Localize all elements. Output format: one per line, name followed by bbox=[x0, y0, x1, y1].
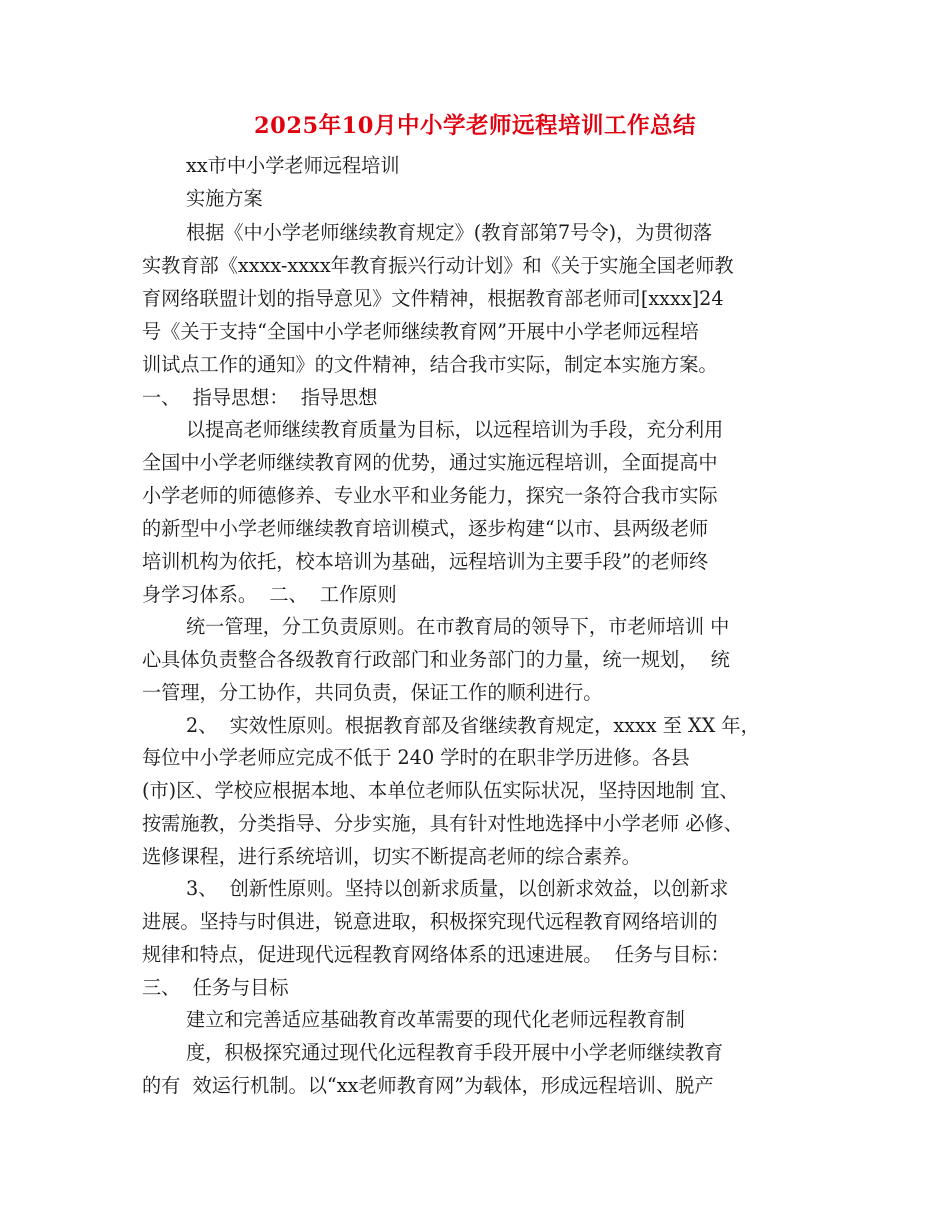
text-line: 2、 实效性原则。根据教育部及省继续教育规定，xxxx 至 XX 年， bbox=[186, 714, 760, 737]
section-heading: 一、 指导思想： 指导思想 bbox=[142, 386, 378, 409]
text-line: 按需施教，分类指导、分步实施，具有针对性地选择中小学老师 必修、 bbox=[142, 812, 743, 835]
text-line: 以提高老师继续教育质量为目标，以远程培训为手段，充分利用 bbox=[186, 418, 724, 441]
text-line: 统一管理，分工负责原则。在市教育局的领导下，市老师培训 中 bbox=[186, 615, 730, 638]
text-line: 心具体负责整合各级教育行政部门和业务部门的力量，统一规划， 统 bbox=[142, 648, 730, 671]
text-line: 号《关于支持“全国中小学老师继续教育网”开展中小学老师远程培 bbox=[142, 320, 699, 343]
text-line: 全国中小学老师继续教育网的优势，通过实施远程培训，全面提高中 bbox=[142, 451, 718, 474]
text-line: (市)区、学校应根据本地、本单位老师队伍实际状况，坚持因地制 宜、 bbox=[142, 779, 739, 802]
text-line: 度，积极探究通过现代化远程教育手段开展中小学老师继续教育 bbox=[186, 1041, 724, 1064]
text-line: 实施方案 bbox=[186, 187, 263, 210]
text-line: 规律和特点，促进现代远程教育网络体系的迅速进展。 任务与目标： bbox=[142, 943, 730, 966]
text-line: 每位中小学老师应完成不低于 240 学时的在职非学历进修。各县 bbox=[142, 746, 690, 769]
section-heading: 三、 任务与目标 bbox=[142, 976, 289, 999]
text-line: 的有 效运行机制。以“xx老师教育网”为载体，形成远程培训、脱产 bbox=[142, 1074, 714, 1097]
text-line: xx市中小学老师远程培训 bbox=[186, 154, 400, 177]
text-line: 育网络联盟计划的指导意见》文件精神，根据教育部老师司[xxxx]24 bbox=[142, 287, 724, 310]
text-line: 小学老师的师德修养、专业水平和业务能力，探究一条符合我市实际 bbox=[142, 484, 718, 507]
text-line: 3、 创新性原则。坚持以创新求质量，以创新求效益，以创新求 bbox=[186, 877, 729, 900]
text-line: 实教育部《xxxx-xxxx年教育振兴行动计划》和《关于实施全国老师教 bbox=[142, 254, 734, 277]
text-line: 的新型中小学老师继续教育培训模式，逐步构建“以市、县两级老师 bbox=[142, 517, 709, 540]
text-line: 根据《中小学老师继续教育规定》(教育部第7号令)，为贯彻落 bbox=[186, 221, 713, 244]
text-line: 培训机构为依托，校本培训为基础，远程培训为主要手段”的老师终 bbox=[142, 550, 709, 573]
text-line: 一管理，分工协作，共同负责，保证工作的顺利进行。 bbox=[142, 681, 603, 704]
text-line: 建立和完善适应基础教育改革需要的现代化老师远程教育制 bbox=[186, 1008, 685, 1031]
text-line: 训试点工作的通知》的文件精神，结合我市实际，制定本实施方案。 bbox=[142, 353, 718, 376]
text-line: 身学习体系。 二、 工作原则 bbox=[142, 583, 397, 606]
text-line: 选修课程，进行系统培训，切实不断提高老师的综合素养。 bbox=[142, 845, 641, 868]
document-title: 2025年10月中小学老师远程培训工作总结 bbox=[254, 113, 696, 139]
text-line: 进展。坚持与时俱进，锐意进取，积极探究现代远程教育网络培训的 bbox=[142, 910, 718, 933]
